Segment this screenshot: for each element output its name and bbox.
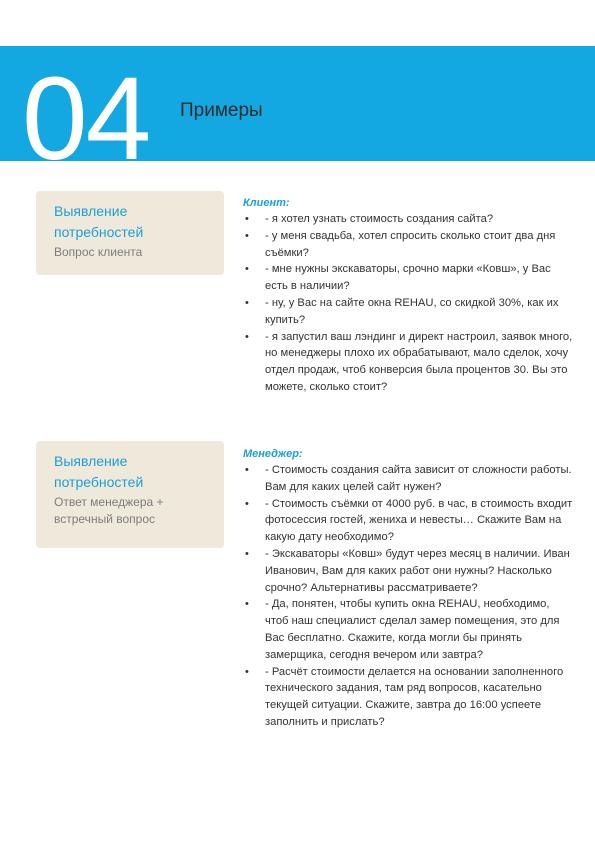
list-item: • - Стоимость создания сайта зависит от сложности работы. Вам для каких целей сайт нужен? [245, 464, 572, 493]
bullet-icon: • [245, 598, 249, 611]
list-item: • - Экскаваторы «Ковш» будут через месяц в наличии. Иван Иванович, Вам для каких работ они нужны? Насколько срочно? Альтернативы рассматриваете? [245, 547, 570, 594]
manager-section [243, 447, 573, 731]
bullet-icon: • [245, 213, 249, 225]
bullet-icon: • [245, 547, 249, 560]
list-item: • - ну, у Вас на сайте окна REHAU, со скидкой 30%, как их купить? [245, 296, 559, 326]
list-item: • - Стоимость съёмки от 4000 руб. в час, в стоимость входит фотосессия гостей, жениха и невесты… Скажите Вам на какую дату необходимо? [245, 497, 573, 544]
card-client-question [36, 191, 224, 275]
bullet-icon: • [245, 330, 249, 343]
bullet-icon: • [245, 665, 249, 678]
list-item: • - я запустил ваш лэндинг и директ настроил, заявок много, но менеджеры плохо их обрабатывают, мало сделок, хочу отдел продаж, чтоб конверсия была процентов 30. Вы это можете, сколько стоит? [245, 330, 573, 393]
list-item: • - мне нужны экскаваторы, срочно марки «Ковш», у Вас есть в наличии? [245, 263, 551, 293]
chapter-number: 04 [22, 53, 150, 185]
client-role-label: Клиент: [243, 197, 290, 209]
card-subtitle: Вопрос клиента [54, 245, 143, 259]
card-manager-answer [36, 441, 224, 548]
bullet-icon: • [245, 229, 249, 242]
manager-role-label: Менеджер: [243, 448, 303, 460]
client-list [243, 211, 573, 396]
bullet-icon: • [245, 497, 249, 510]
list-item: • - у меня свадьба, хотел спросить сколько стоит два дня съёмки? [245, 229, 556, 259]
bullet-icon: • [245, 464, 249, 476]
list-item: • - Расчёт стоимости делается на основании заполненного технического задания, там ряд вопросов, касательно текущей ситуации. Скажите, завтра до 16:00 успеете заполнить и прислать? [245, 665, 564, 728]
page-title: Примеры [180, 100, 263, 121]
client-section [243, 196, 573, 396]
bullet-icon: • [245, 296, 249, 309]
manager-list [243, 462, 573, 731]
bullet-icon: • [245, 263, 249, 276]
card-subtitle: Ответ менеджера + встречный вопрос [54, 495, 164, 526]
list-item: • - Да, понятен, чтобы купить окна REHAU, необходимо, чтоб наш специалист сделал замер помещения, это для Вас бесплатно. Скажите, когда могли бы принять замерщика, сегодня вечером или завтра? [245, 598, 560, 661]
list-item: • - я хотел узнать стоимость создания сайта? [243, 211, 573, 228]
card-title: Выявление потребностей [54, 203, 144, 240]
card-title: Выявление потребностей [54, 453, 144, 490]
